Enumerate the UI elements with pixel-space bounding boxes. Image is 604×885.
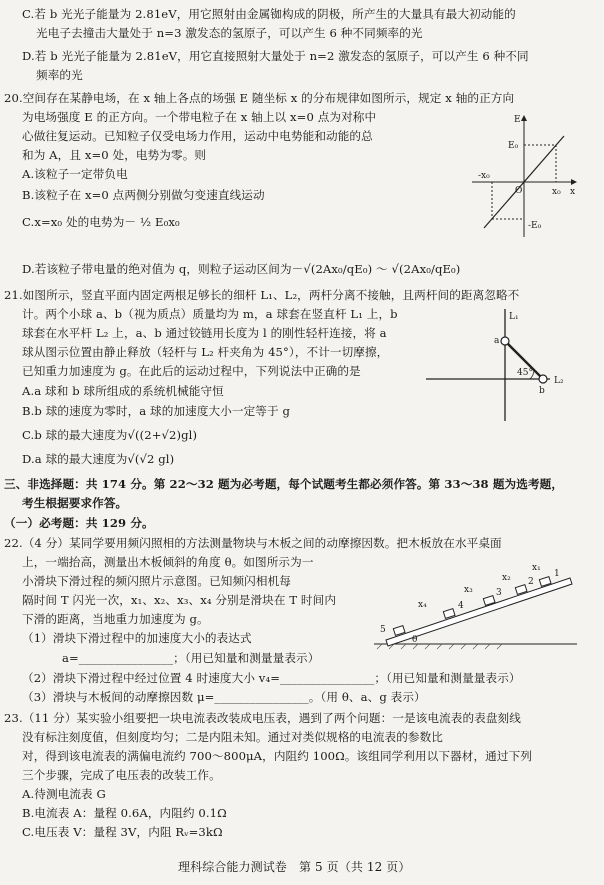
page-footer: 理科综合能力测试卷 第 5 页（共 12 页） <box>178 860 411 874</box>
q21-label-angle: 45° <box>517 368 533 378</box>
q21-stem-line1: 21.如图所示，竖直平面内固定两根足够长的细杆 L₁、L₂，两杆分离不接触，且两杆间的距离忽略不 <box>4 288 520 302</box>
q21-ball-a <box>501 337 509 345</box>
q20-label-neg-x0: -x₀ <box>478 171 490 181</box>
q22-stem-line5: 下滑的距离，当地重力加速度为 g。 <box>22 612 209 626</box>
section3-heading-line1: 三、非选择题：共 174 分。第 22～32 题为必考题，每个试题考生都必须作答。第 33～38 题为选考题， <box>4 477 564 491</box>
q21-stem-line4: 球从图示位置由静止释放（轻杆与 L₂ 杆夹角为 45°），不计一切摩擦， <box>22 345 389 359</box>
q22-num-5: 5 <box>380 625 386 635</box>
q22-label-x1: x₁ <box>532 563 541 573</box>
q22-part1-answer: a=________________；（用已知量和测量量表示） <box>62 651 320 665</box>
q20-label-neg-e0: -E₀ <box>528 221 542 231</box>
q19-option-c-line1: C.若 b 光光子能量为 2.81eV，用它照射由金属铷构成的阴极，所产生的大量具有最大初动能的 <box>22 7 516 21</box>
q22-label-x2: x₂ <box>502 573 511 583</box>
q22-stem-line1: 22.（4 分）某同学要用频闪照相的方法测量物块与木板之间的动摩擦因数。把木板放在水平桌面 <box>4 536 502 550</box>
q19-option-d-line1: D.若 b 光光子能量为 2.81eV，用它直接照射大量处于 n=2 激发态的氢原子，可以产生 6 种不同 <box>22 49 529 63</box>
q22-label-x4: x₄ <box>418 600 427 610</box>
q20-option-a: A.该粒子一定带负电 <box>22 167 128 181</box>
q21-label-a: a <box>494 336 500 346</box>
q22-part3: （3）滑块与木板间的动摩擦因数 μ=________________。（用 θ、a、g 表示） <box>22 690 426 704</box>
q20-label-origin: O <box>515 186 523 196</box>
q23-stem-line4: 三个步骤，完成了电压表的改装工作。 <box>22 768 221 782</box>
q20-label-x0: x₀ <box>552 187 561 197</box>
q23-stem-line2: 没有标注刻度值，但刻度均匀；二是内阻未知。通过对类似规格的电流表的参数比 <box>22 730 443 744</box>
q22-num-1: 1 <box>554 569 560 579</box>
q21-label-l1: L₁ <box>509 312 519 322</box>
q21-label-l2: L₂ <box>554 376 564 386</box>
q19-option-c-line2: 光电子去撞击大量处于 n=3 激发态的氢原子，可以产生 6 种不同频率的光 <box>36 26 423 40</box>
q20-label-e0: E₀ <box>508 141 519 151</box>
q21-option-c: C.b 球的最大速度为√((2+√2)gl) <box>22 428 198 442</box>
q22-part2: （2）滑块下滑过程中经过位置 4 时速度大小 v₄=________________；（用已知量和测量量表示） <box>22 671 521 685</box>
q22-num-4: 4 <box>458 601 464 611</box>
q21-stem-line3: 球套在水平杆 L₂ 上，a、b 通过铰链用长度为 l 的刚性轻杆连接，将 a <box>22 326 387 340</box>
q23-stem-line3: 对，得到该电流表的满偏电流约 700～800μA，内阻约 100Ω。该组同学利用以下器材，通过下列 <box>22 749 532 763</box>
q22-stem-line2: 上，一端抬高，测量出木板倾斜的角度 θ。如图所示为一 <box>22 555 314 569</box>
q21-option-a: A.a 球和 b 球所组成的系统机械能守恒 <box>22 384 224 398</box>
q23-stem-line1: 23.（11 分）某实验小组要把一块电流表改装成电压表，遇到了两个问题：一是该电流表的表盘刻线 <box>4 711 521 725</box>
section3-heading-line2: 考生根据要求作答。 <box>22 496 128 510</box>
q23-option-a: A.待测电流表 G <box>22 787 106 801</box>
q22-incline-figure <box>372 560 582 650</box>
q22-num-3: 3 <box>496 588 502 598</box>
q19-option-d-line2: 频率的光 <box>36 68 83 82</box>
q20-option-d: D.若该粒子带电量的绝对值为 q，则粒子运动区间为－√(2Ax₀/qE₀) ～ √(2Ax₀/qE₀) <box>22 262 461 276</box>
q21-stem-line2: 计。两个小球 a、b（视为质点）质量均为 m，a 球套在竖直杆 L₁ 上，b <box>22 307 398 321</box>
q22-ground-hatch <box>377 644 502 649</box>
q20-stem-line3: 心做往复运动。已知粒子仅受电场力作用，运动中电势能和动能的总 <box>22 129 373 143</box>
q22-stem-line4: 隔时间 T 闪光一次，x₁、x₂、x₃、x₄ 分别是滑块在 T 时间内 <box>22 593 337 607</box>
q20-stem-line2: 为电场强度 E 的正方向。一个带电粒子在 x 轴上以 x=0 点为对称中 <box>22 110 377 124</box>
q20-stem-line1: 20.空间存在某静电场，在 x 轴上各点的场强 E 随坐标 x 的分布规律如图所示，规定 x 轴的正方向 <box>4 91 515 105</box>
q22-label-x3: x₃ <box>464 585 473 595</box>
q22-label-theta: θ <box>412 635 418 645</box>
q22-num-2: 2 <box>528 577 534 587</box>
q22-stem-line3: 小滑块下滑过程的频闪照片示意图。已知频闪相机每 <box>22 574 291 588</box>
q21-ball-b <box>539 375 547 383</box>
q22-part1: （1）滑块下滑过程中的加速度大小的表达式 <box>22 631 252 645</box>
q21-rod-figure <box>420 305 570 425</box>
q23-option-c: C.电压表 V：量程 3V，内阻 Rᵥ=3kΩ <box>22 825 223 839</box>
q20-stem-line4: 和为 A，且 x=0 处，电势为零。则 <box>22 148 207 162</box>
q20-label-e: E <box>514 115 521 125</box>
q21-option-b: B.b 球的速度为零时，a 球的加速度大小一定等于 g <box>22 404 290 418</box>
q20-option-b: B.该粒子在 x=0 点两侧分别做匀变速直线运动 <box>22 188 265 202</box>
q21-stem-line5: 已知重力加速度为 g。在此后的运动过程中，下列说法中正确的是 <box>22 364 361 378</box>
q20-field-graph <box>470 112 580 242</box>
q21-label-b: b <box>539 386 545 396</box>
q20-label-x: x <box>570 187 576 197</box>
q21-option-d: D.a 球的最大速度为√(√2 gl) <box>22 452 175 466</box>
q23-option-b: B.电流表 A：量程 0.6A，内阻约 0.1Ω <box>22 806 227 820</box>
section3-subheading: （一）必考题：共 129 分。 <box>4 516 154 530</box>
q20-option-c: C.x=x₀ 处的电势为－ ½ E₀x₀ <box>22 215 180 229</box>
